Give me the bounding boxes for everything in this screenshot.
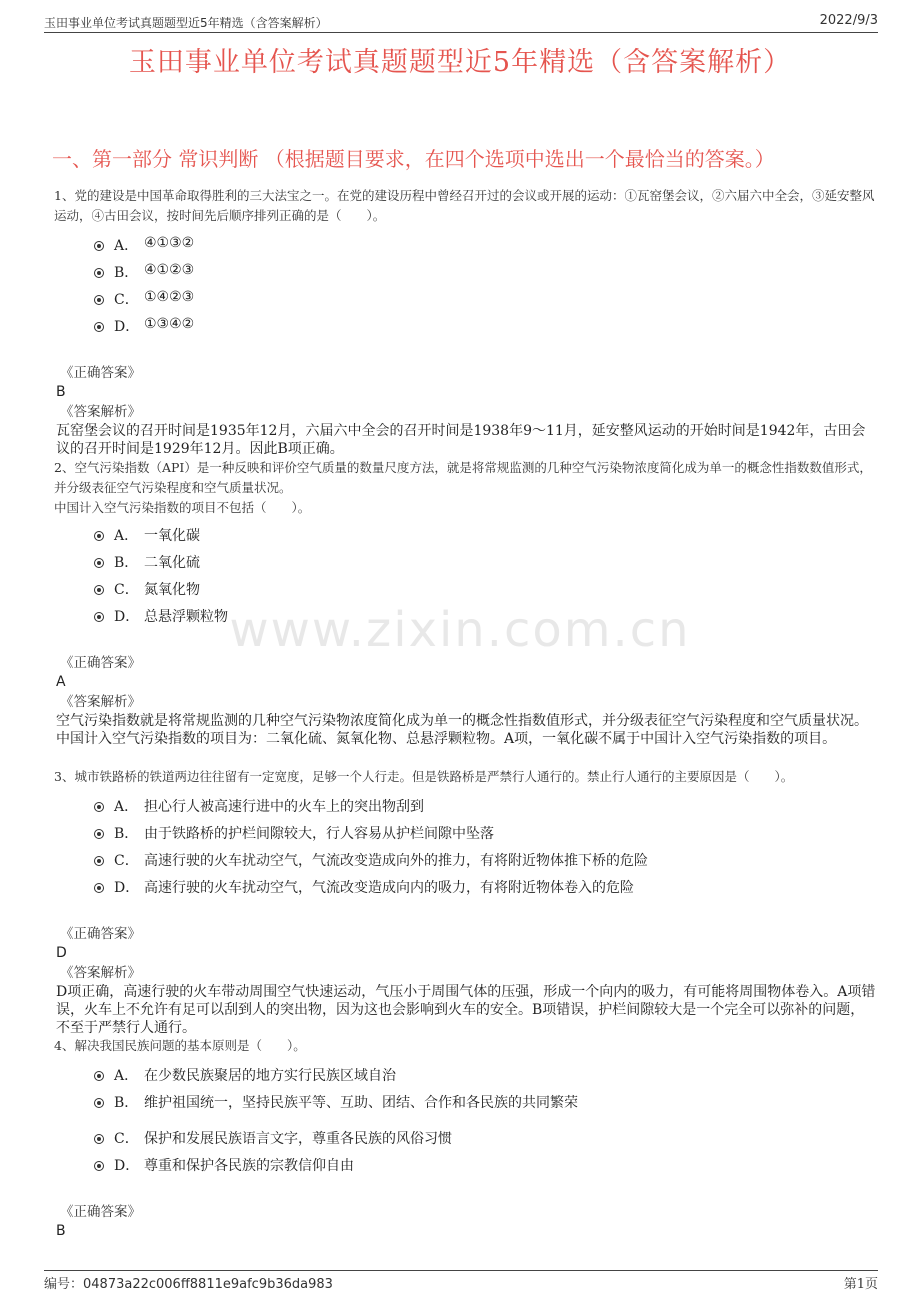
option-letter: C． (114, 582, 139, 598)
document-title: 玉田事业单位考试真题题型近5年精选（含答案解析） (128, 47, 792, 78)
explanation-label: 《答案解析》 (60, 965, 141, 981)
radio-icon[interactable] (94, 531, 104, 541)
option-text: ①④②③ (144, 289, 195, 305)
option-letter: D． (114, 1158, 140, 1174)
question-text: 3、城市铁路桥的铁道两边往往留有一定宽度，足够一个人行走。但是铁路桥是严禁行人通行的。禁止行人通行的主要原因是（ ）。 (54, 769, 794, 784)
option-a[interactable] (50, 522, 876, 549)
option-text: 尊重和保护各民族的宗教信仰自由 (144, 1158, 354, 1174)
radio-icon[interactable] (94, 241, 104, 251)
radio-icon[interactable] (94, 295, 104, 305)
radio-icon[interactable] (94, 829, 104, 839)
question-3 (50, 767, 876, 1037)
question-text: 4、解决我国民族问题的基本原则是（ ）。 (54, 1038, 306, 1053)
header-date: 2022/9/3 (819, 13, 878, 28)
answer-label: 《正确答案》 (60, 365, 141, 381)
option-d[interactable] (50, 313, 876, 340)
answer-value: B (56, 384, 66, 400)
option-letter: B． (114, 265, 139, 281)
option-text: ①③④② (144, 316, 195, 332)
radio-icon[interactable] (94, 585, 104, 595)
explanation-text: 空气污染指数就是将常规监测的几种空气污染物浓度简化成为单一的概念性指数值形式，并分级表征空气污染程度和空气质量状况。中国计入空气污染指数的项目为：二氧化硫、氮氧化物、总悬浮颗粒物。A项，一氧化碳不属于中国计入空气污染指数的项目。 (56, 713, 868, 747)
option-letter: C． (114, 292, 139, 308)
option-letter: B． (114, 1095, 139, 1111)
question-text: 1、党的建设是中国革命取得胜利的三大法宝之一。在党的建设历程中曾经召开过的会议或开展的运动：①瓦窑堡会议，②六届六中全会，③延安整风运动，④古田会议，按时间先后顺序排列正确的是（ ）。 (54, 188, 875, 223)
question-text-2: 中国计入空气污染指数的项目不包括（ ）。 (54, 500, 311, 515)
option-b[interactable] (50, 549, 876, 576)
option-a[interactable] (50, 1062, 876, 1089)
watermark: www.zixin.com.cn (229, 602, 691, 658)
option-c[interactable] (50, 286, 876, 313)
option-letter: A． (114, 1068, 139, 1084)
answer-value: D (56, 945, 67, 961)
option-letter: B． (114, 555, 139, 571)
radio-icon[interactable] (94, 1071, 104, 1081)
page-footer (44, 1270, 878, 1291)
radio-icon[interactable] (94, 1098, 104, 1108)
option-text: 在少数民族聚居的地方实行民族区域自治 (144, 1068, 396, 1084)
footer-page-number: 第1页 (843, 1277, 878, 1292)
radio-icon[interactable] (94, 268, 104, 278)
option-text: ④①②③ (144, 262, 195, 278)
option-b[interactable] (50, 1089, 876, 1125)
explanation-label: 《答案解析》 (60, 404, 141, 420)
option-text: 一氧化碳 (144, 528, 200, 544)
radio-icon[interactable] (94, 322, 104, 332)
radio-icon[interactable] (94, 1161, 104, 1171)
explanation-label: 《答案解析》 (60, 694, 141, 710)
answer-label: 《正确答案》 (60, 926, 141, 942)
radio-icon[interactable] (94, 1134, 104, 1144)
radio-icon[interactable] (94, 802, 104, 812)
option-a[interactable] (50, 793, 876, 820)
radio-icon[interactable] (94, 612, 104, 622)
option-text: 担心行人被高速行进中的火车上的突出物刮到 (144, 799, 424, 815)
option-text: 高速行驶的火车扰动空气，气流改变造成向外的推力，有将附近物体推下桥的危险 (144, 853, 648, 869)
option-letter: A． (114, 528, 139, 544)
option-letter: C． (114, 1131, 139, 1147)
question-1 (50, 186, 876, 458)
answer-label: 《正确答案》 (60, 1204, 141, 1220)
option-letter: C． (114, 853, 139, 869)
option-text: 保护和发展民族语言文字，尊重各民族的风俗习惯 (144, 1131, 452, 1147)
option-a[interactable] (50, 232, 876, 259)
option-letter: B． (114, 826, 139, 842)
option-d[interactable] (50, 874, 876, 901)
option-letter: D． (114, 609, 140, 625)
question-2 (50, 458, 876, 748)
radio-icon[interactable] (94, 558, 104, 568)
option-text: 由于铁路桥的护栏间隙较大，行人容易从护栏间隙中坠落 (144, 826, 494, 842)
radio-icon[interactable] (94, 856, 104, 866)
section-title: 一、第一部分 常识判断 （根据题目要求，在四个选项中选出一个最恰当的答案。） (52, 147, 775, 171)
header-doc-title: 玉田事业单位考试真题题型近5年精选（含答案解析） (44, 16, 328, 30)
option-d[interactable] (50, 603, 876, 630)
explanation-text: D项正确，高速行驶的火车带动周围空气快速运动，气压小于周围气体的压强，形成一个向内的吸力，有可能将周围物体卷入。A项错误，火车上不允许有足可以刮到人的突出物，因为这也会影响到火车的安全。B项错误，护栏间隙较大是一个完全可以弥补的问题，不至于严禁行人通行。 (56, 984, 876, 1036)
option-c[interactable] (50, 576, 876, 603)
option-text: 高速行驶的火车扰动空气，气流改变造成向内的吸力，有将附近物体卷入的危险 (144, 880, 634, 896)
answer-value: B (56, 1223, 66, 1239)
option-letter: A． (114, 238, 139, 254)
answer-label: 《正确答案》 (60, 655, 141, 671)
footer-doc-id: 编号：04873a22c006ff8811e9afc9b36da983 (44, 1277, 333, 1292)
radio-icon[interactable] (94, 883, 104, 893)
option-text: 氮氧化物 (144, 582, 200, 598)
question-text: 2、空气污染指数（API）是一种反映和评价空气质量的数量尺度方法，就是将常规监测的几种空气污染物浓度简化成为单一的概念性指数数值形式，并分级表征空气污染程度和空气质量状况。 (54, 460, 872, 495)
explanation-text: 瓦窑堡会议的召开时间是1935年12月，六届六中全会的召开时间是1938年9～11月，延安整风运动的开始时间是1942年，古田会议的召开时间是1929年12月。因此B项正确。 (56, 423, 866, 457)
option-c[interactable] (50, 1125, 876, 1152)
option-text: 维护祖国统一，坚持民族平等、互助、团结、合作和各民族的共同繁荣 (144, 1095, 578, 1111)
answer-value: A (56, 674, 66, 690)
option-b[interactable] (50, 820, 876, 847)
option-c[interactable] (50, 847, 876, 874)
option-text: 总悬浮颗粒物 (144, 609, 228, 625)
option-text: ④①③② (144, 235, 195, 251)
option-text: 二氧化硫 (144, 555, 200, 571)
question-4 (50, 1036, 876, 1240)
page-header (44, 12, 878, 33)
option-d[interactable] (50, 1152, 876, 1179)
option-letter: A． (114, 799, 139, 815)
option-b[interactable] (50, 259, 876, 286)
option-letter: D． (114, 880, 140, 896)
option-letter: D． (114, 319, 140, 335)
